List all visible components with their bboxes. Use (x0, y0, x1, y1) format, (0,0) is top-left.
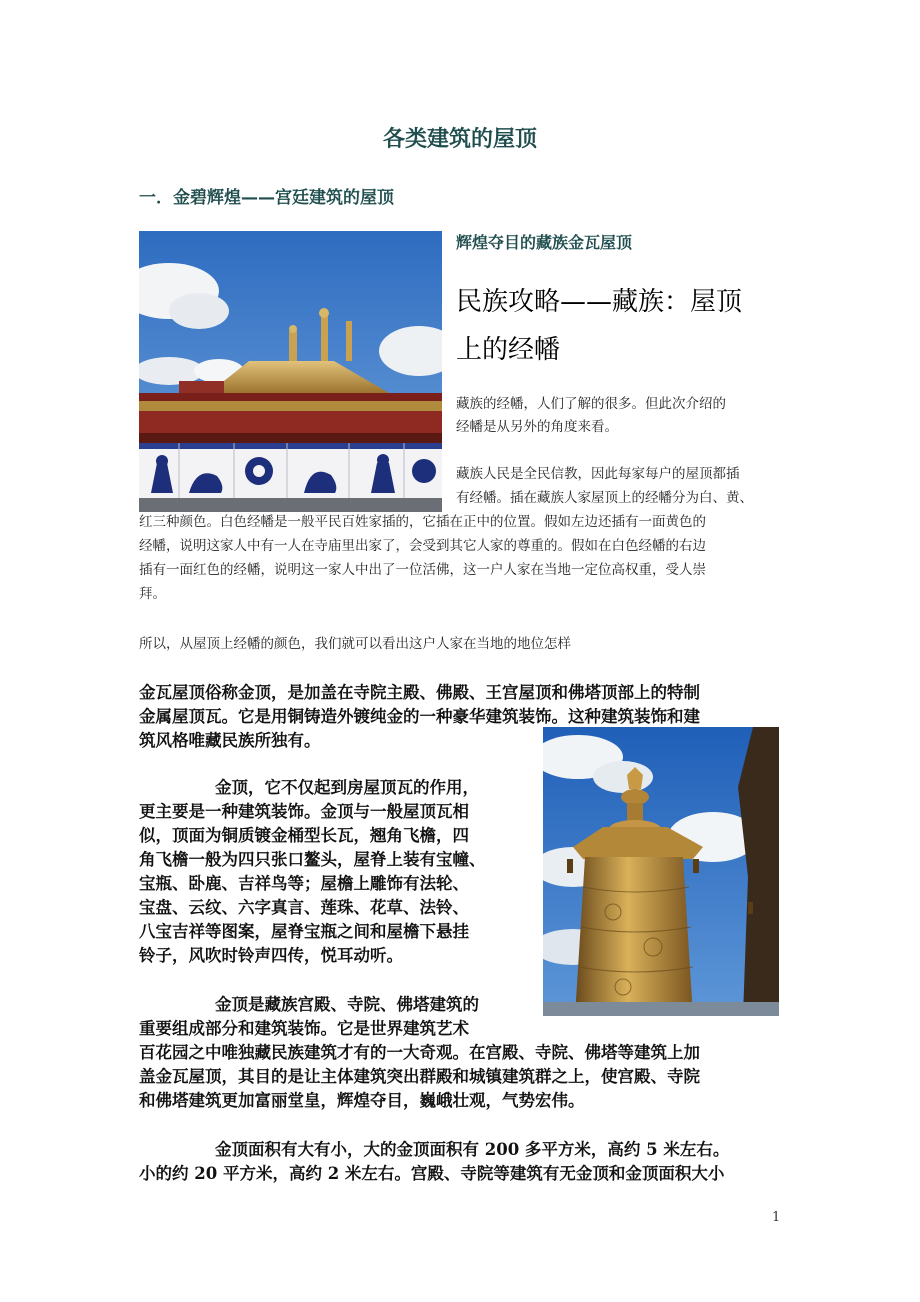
text-line: 盖金瓦屋顶，其目的是让主体建筑突出群殿和城镇建筑群之上，使宫殿、寺院 (139, 1067, 700, 1086)
article-title (456, 278, 786, 374)
text-line: 宝瓶、卧鹿、吉祥鸟等；屋檐上雕饰有法轮、 (139, 874, 469, 893)
image-caption-heading: 辉煌夺目的藏族金瓦屋顶 (456, 233, 633, 252)
text-line: 金顶是藏族宫殿、寺院、佛塔建筑的 (215, 995, 479, 1014)
text-line: 铃子，风吹时铃声四传，悦耳动听。 (139, 946, 403, 965)
page-title: 各类建筑的屋顶 (382, 127, 537, 152)
section-heading: 一．金碧辉煌——宫廷建筑的屋顶 (139, 188, 394, 208)
text-line: 金顶面积有大有小，大的金顶面积有 200 多平方米，高约 5 米左右。 (215, 1140, 730, 1159)
text-line: 和佛塔建筑更加富丽堂皇，辉煌夺目，巍峨壮观，气势宏伟。 (139, 1091, 585, 1110)
text-line: 金顶，它不仅起到房屋顶瓦的作用， (215, 778, 479, 797)
page-number: 1 (772, 1210, 781, 1225)
text-line: 拜。 (139, 586, 166, 602)
text-line: 经幡是从另外的角度来看。 (456, 419, 618, 435)
article-title-line: 上的经幡 (456, 335, 561, 365)
text-line: 金瓦屋顶俗称金顶，是加盖在寺院主殿、佛殿、王宫屋顶和佛塔顶部上的特制 (139, 683, 700, 702)
text-line: 筑风格唯藏民族所独有。 (139, 731, 321, 750)
text-line: 红三种颜色。白色经幡是一般平民百姓家插的，它插在正中的位置。假如左边还插有一面黄色的 (139, 514, 706, 530)
text-line: 藏族人民是全民信教，因此每家每户的屋顶都插 (456, 466, 740, 482)
text-line: 百花园之中唯独藏民族建筑才有的一大奇观。在宫殿、寺院、佛塔等建筑上加 (139, 1043, 700, 1062)
text-line: 金属屋顶瓦。它是用铜铸造外镀纯金的一种豪华建筑装饰。这种建筑装饰和建 (139, 707, 700, 726)
article-title-line: 民族攻略——藏族：屋顶 (456, 287, 743, 317)
text-line: 宝盘、云纹、六字真言、莲珠、花草、法铃、 (139, 898, 469, 917)
text-line: 插有一面红色的经幡，说明这一家人中出了一位活佛，这一户人家在当地一定位高权重，受人崇 (139, 562, 706, 578)
text-line: 经幡，说明这家人中有一人在寺庙里出家了，会受到其它人家的尊重的。假如在白色经幡的右边 (139, 538, 706, 554)
text-line: 八宝吉祥等图案，屋脊宝瓶之间和屋檐下悬挂 (139, 922, 469, 941)
golden-finial-photo (543, 727, 779, 1016)
text-line: 角飞檐一般为四只张口鳌头，屋脊上装有宝幢、 (139, 850, 486, 869)
text-line: 重要组成部分和建筑装饰。它是世界建筑艺术 (139, 1019, 469, 1038)
text-line: 小的约 20 平方米，高约 2 米左右。宫殿、寺院等建筑有无金顶和金顶面积大小 (139, 1164, 725, 1183)
conclusion-paragraph: 所以，从屋顶上经幡的颜色，我们就可以看出这户人家在当地的地位怎样 (139, 636, 571, 652)
golden-roof-photo (139, 231, 442, 512)
text-line: 有经幡。插在藏族人家屋顶上的经幡分为白、黄、 (456, 490, 753, 506)
text-line: 藏族的经幡，人们了解的很多。但此次介绍的 (456, 396, 726, 412)
text-line: 似，顶面为铜质镀金桶型长瓦，翘角飞檐，四 (139, 826, 469, 845)
text-line: 更主要是一种建筑装饰。金顶与一般屋顶瓦相 (139, 802, 469, 821)
